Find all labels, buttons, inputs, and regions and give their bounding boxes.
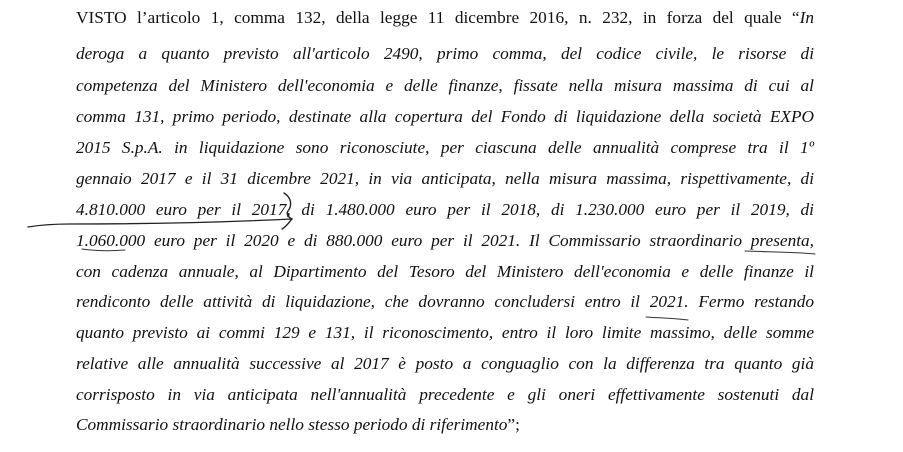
- text-line-13: corrisposto in via anticipata nell'annualità precedente e gli oneri effettivamente sostenuti dal: [76, 385, 814, 404]
- text-line-3: competenza del Ministero dell'economia e delle finanze, fissate nella misura massima di cui al: [76, 76, 814, 95]
- text-line-14-italic: Commissario straordinario nello stesso periodo di riferimento: [76, 415, 508, 434]
- pen-underline-2021: [646, 317, 688, 320]
- text-line-6: gennaio 2017 e il 31 dicembre 2021, in via anticipata, nella misura massima, rispettivamente, di: [76, 169, 814, 188]
- text-line-9: con cadenza annuale, al Dipartimento del Tesoro del Ministero dell'economia e delle finanze il: [76, 262, 814, 281]
- text-line-1-italic: In: [799, 8, 814, 27]
- text-line-1: [76, 7, 814, 29]
- text-line-14-roman: ”;: [507, 415, 520, 434]
- text-line-2: deroga a quanto previsto all'articolo 2490, primo comma, del codice civile, le risorse di: [76, 44, 814, 63]
- text-line-11: quanto previsto ai commi 129 e 131, il riconoscimento, entro il loro limite massimo, delle somme: [76, 323, 814, 342]
- text-line-10: rendiconto delle attività di liquidazione, che dovranno concludersi entro il 2021. Fermo restando: [76, 292, 814, 311]
- text-line-7: 4.810.000 euro per il 2017, di 1.480.000 euro per il 2018, di 1.230.000 euro per il 2019, di: [76, 200, 814, 219]
- text-line-5: 2015 S.p.A. in liquidazione sono riconosciute, per ciascuna delle annualità comprese tra il 1º: [76, 138, 814, 157]
- text-line-1-roman: VISTO l’articolo 1, comma 132, della legge 11 dicembre 2016, n. 232, in forza del quale “: [76, 8, 800, 27]
- text-line-14: [76, 414, 814, 436]
- text-line-12: relative alle annualità successive al 2017 è posto a conguaglio con la differenza tra quanto già: [76, 354, 814, 373]
- text-line-4: comma 131, primo periodo, destinate alla copertura del Fondo di liquidazione della società EXPO: [76, 107, 814, 126]
- text-line-8: 1.060.000 euro per il 2020 e di 880.000 euro per il 2021. Il Commissario straordinario presenta,: [76, 231, 814, 250]
